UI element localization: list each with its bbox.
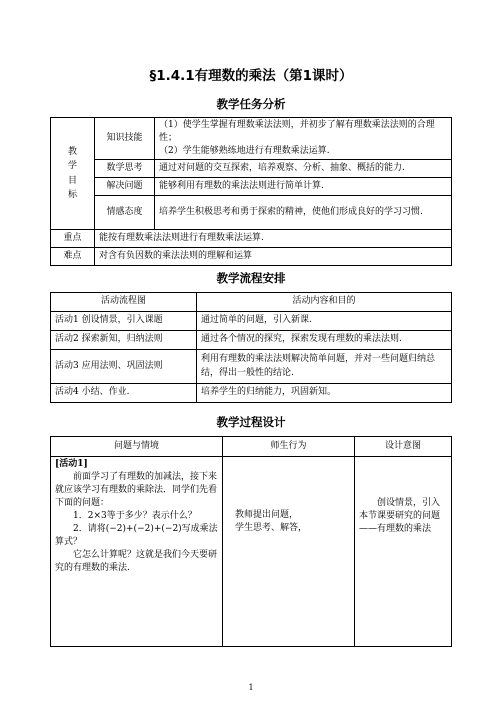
column-header: 活动内容和目的 — [197, 293, 452, 312]
row-label: 数学思考 — [95, 160, 155, 178]
table-row — [51, 384, 452, 403]
behavior-line: 教师提出问题， — [235, 510, 299, 520]
question-1: 1．2×3等于多少？表示什么？ — [73, 511, 197, 522]
table-row — [51, 248, 452, 266]
teaching-flow-table — [50, 292, 452, 403]
question-2: 2．请将(−2)+(−2)+(−2)写成乘法算式？ — [55, 524, 218, 548]
difficult-content: 对含有负因数的乘法法则的理解和运算 — [95, 248, 452, 266]
table-row — [51, 230, 452, 248]
column-header: 设计意图 — [355, 437, 452, 457]
row-content: 能够利用有理数的乘法法则进行简单计算. — [155, 178, 452, 196]
problem-situation-cell — [51, 457, 223, 647]
row-content: 通过对问题的交互探索，培养观察、分析、抽象、概括的能力. — [155, 160, 452, 178]
purpose-cell: 通过简单的问题，引入新课. — [197, 312, 452, 331]
key-content: 能按有理数乘法法则进行有理数乘法运算. — [95, 230, 452, 248]
table-row — [51, 350, 452, 384]
table-row — [51, 178, 452, 196]
table-row — [51, 457, 452, 647]
activity-cell: 活动2 探索新知，归纳法则 — [51, 331, 197, 350]
purpose-cell: 培养学生的归纳能力，巩固新知。 — [197, 384, 452, 403]
activity-cell: 活动3 应用法则、巩固法则 — [51, 350, 197, 384]
row-content: 培养学生积极思考和勇于探索的精神，使他们形成良好的学习习惯. — [155, 196, 452, 230]
problem-intro: 前面学习了有理数的加减法，接下来就应该学习有理数的乘除法．同学们先看下面的问题： — [55, 472, 218, 509]
table-row — [51, 312, 452, 331]
row-label: 知识技能 — [95, 118, 155, 160]
teaching-process-table — [50, 436, 452, 647]
task-analysis-table — [50, 117, 452, 266]
problem-conclusion: 它怎么计算呢？这就是我们今天要研究的有理数的乘法. — [55, 550, 218, 574]
document-title: §1.4.1有理数的乘法（第1课时） — [149, 68, 353, 84]
row-label: 情感态度 — [95, 196, 155, 230]
table-row — [51, 118, 452, 160]
page-number: 1 — [248, 683, 254, 692]
goal-label: 教 学 目 标 — [51, 118, 95, 230]
activity-label: [活动1] — [55, 459, 88, 469]
teacher-student-cell — [223, 457, 355, 647]
key-label: 重点 — [51, 230, 95, 248]
column-header: 师生行为 — [223, 437, 355, 457]
table-header-row — [51, 437, 452, 457]
table-header-row — [51, 293, 452, 312]
column-header: 活动流程图 — [51, 293, 197, 312]
activity-cell: 活动1 创设情景，引入课题 — [51, 312, 197, 331]
row-content: （1）使学生掌握有理数乘法法则，并初步了解有理数乘法法则的合理性； （2）学生能够熟练地进行有理数乘法运算. — [155, 118, 452, 160]
purpose-cell: 利用有理数的乘法法则解决简单问题，并对一些问题归纳总结，得出一般性的结论. — [197, 350, 452, 384]
design-intent-cell — [355, 457, 452, 647]
design-intent-text: 创设情景，引入本节课要研究的问题——有理数的乘法 — [359, 498, 441, 535]
column-header: 问题与情境 — [51, 437, 223, 457]
difficult-label: 难点 — [51, 248, 95, 266]
purpose-cell: 通过各个情况的探究，探索发现有理数的乘法法则. — [197, 331, 452, 350]
teaching-process-heading: 教学过程设计 — [216, 415, 286, 429]
task-analysis-heading: 教学任务分析 — [216, 97, 286, 111]
table-row — [51, 160, 452, 178]
behavior-line: 学生思考、解答， — [235, 523, 308, 534]
table-row — [51, 196, 452, 230]
activity-cell: 活动4 小结、作业. — [51, 384, 197, 403]
teaching-flow-heading: 教学流程安排 — [216, 271, 286, 285]
row-label: 解决问题 — [95, 178, 155, 196]
table-row — [51, 331, 452, 350]
